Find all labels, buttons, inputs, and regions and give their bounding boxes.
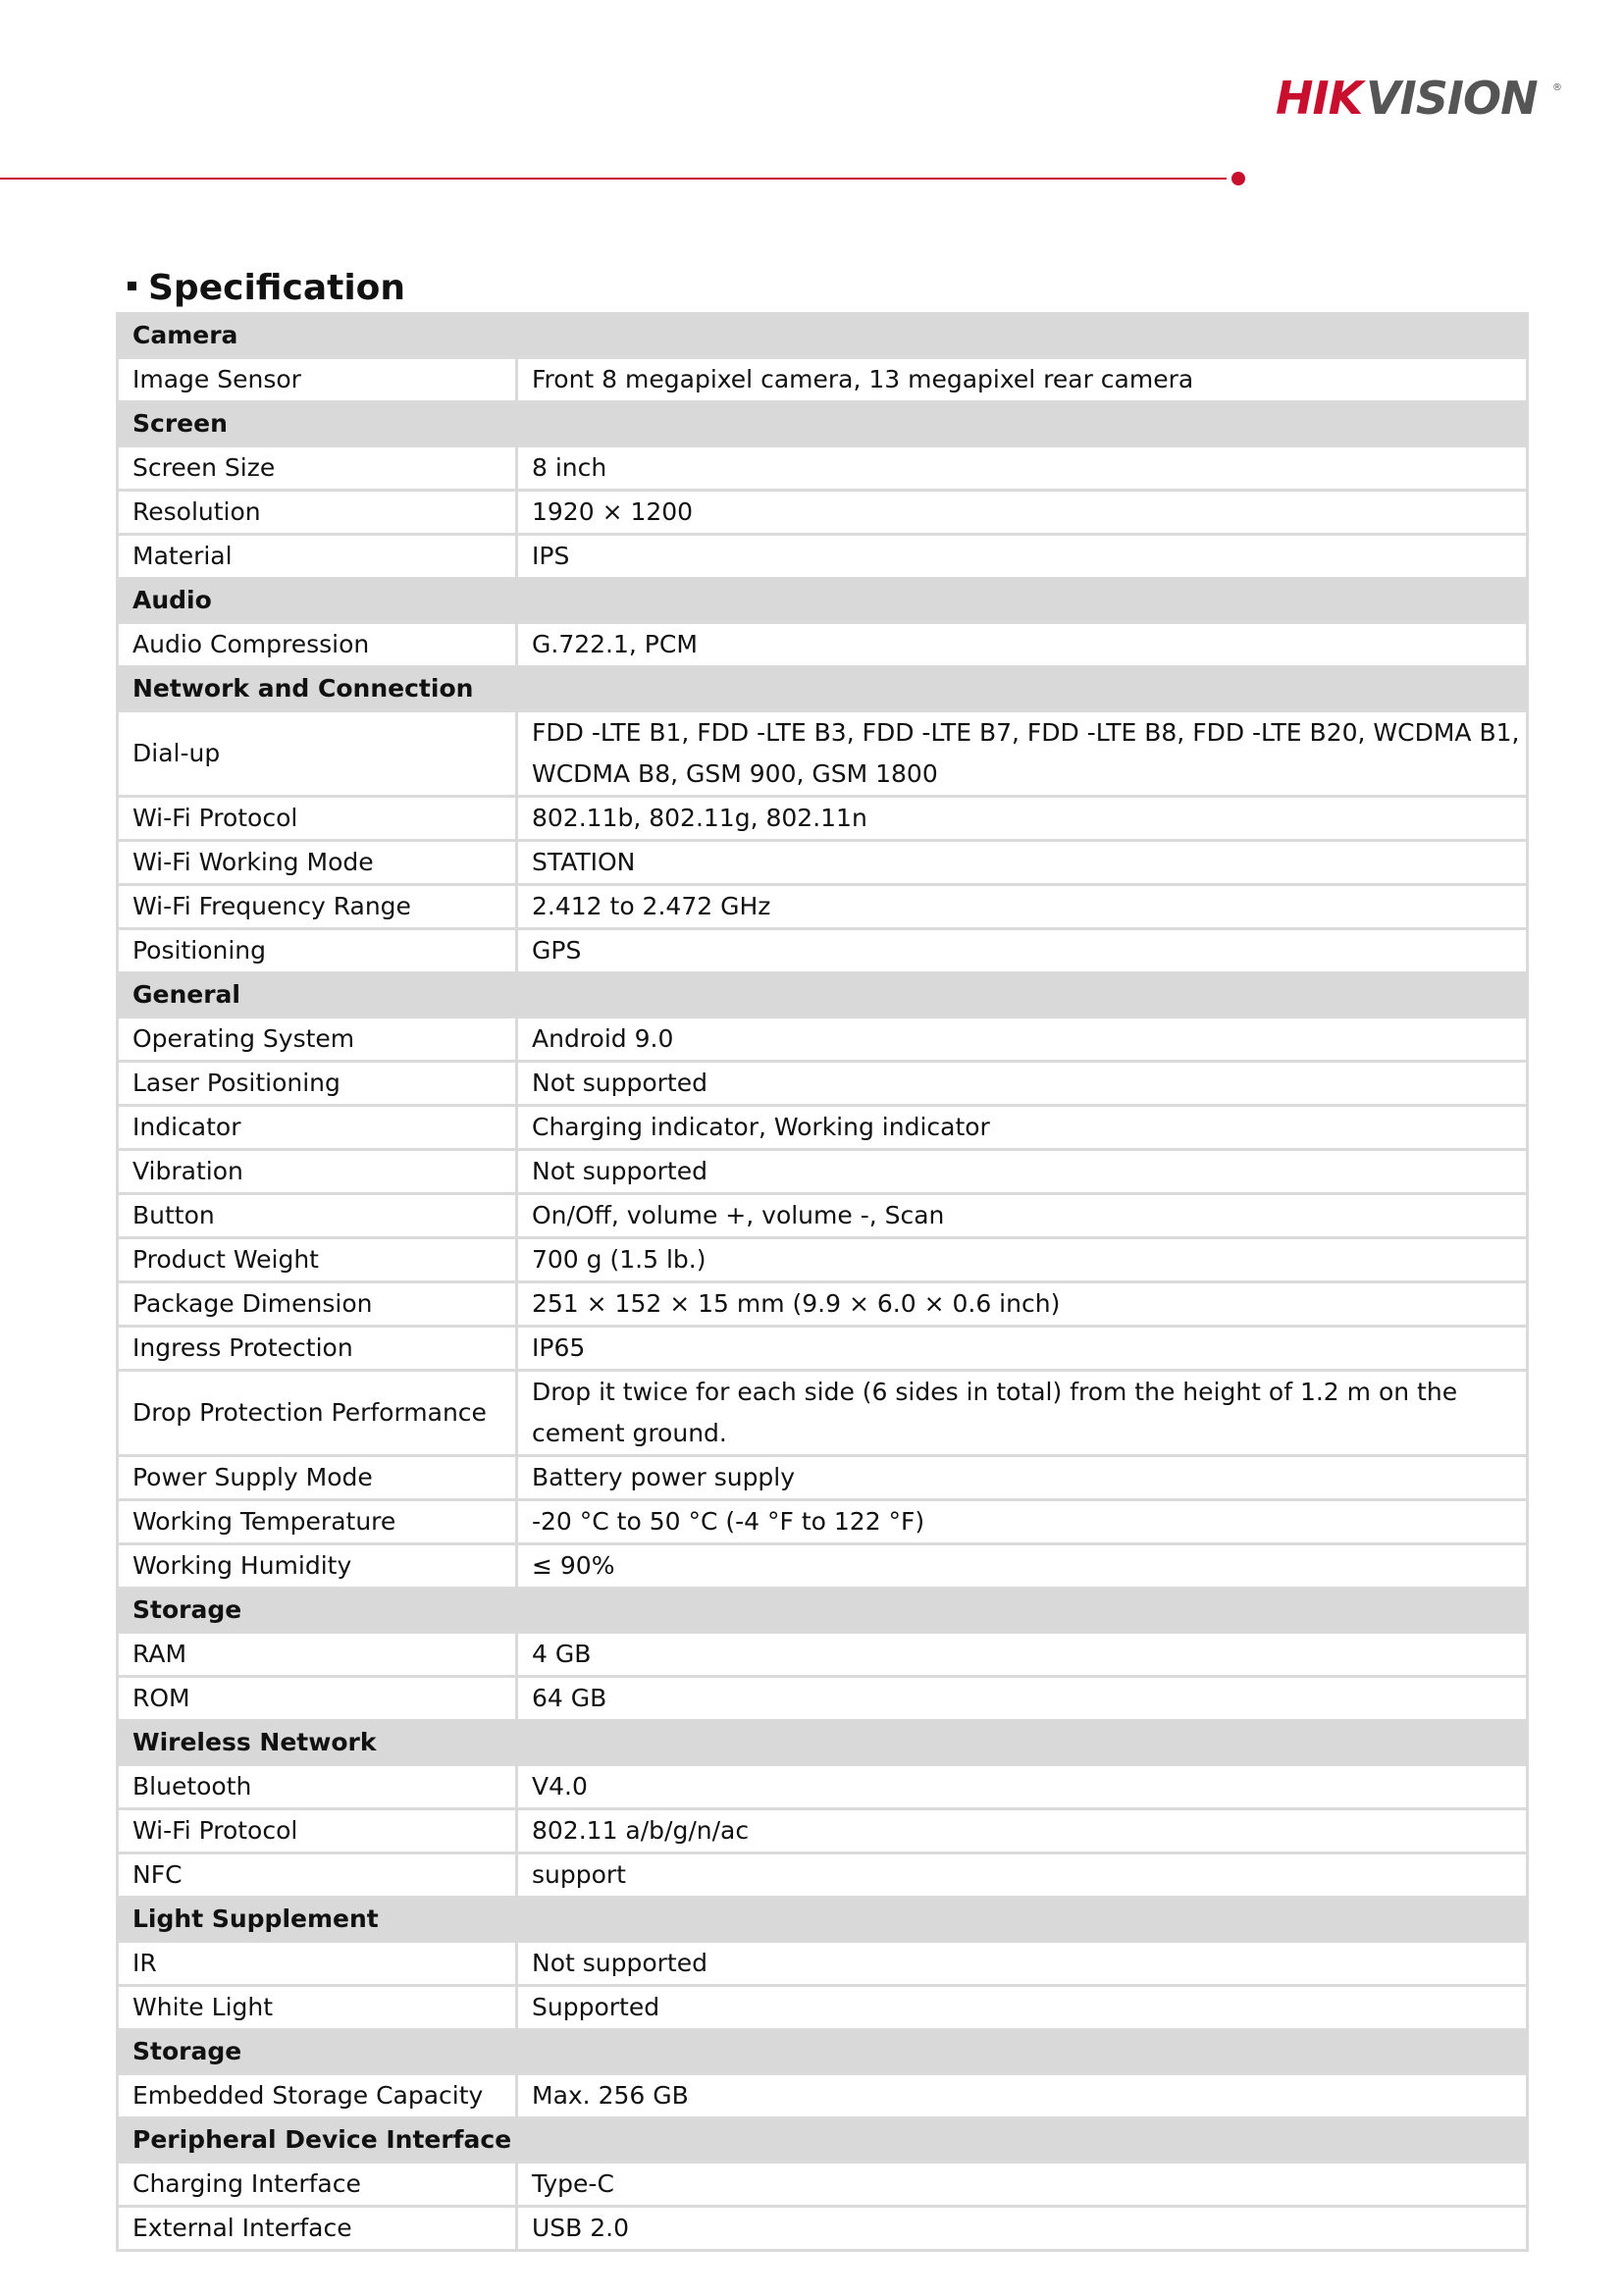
spec-row: [118, 1371, 1528, 1456]
spec-value: 64 GB: [517, 1677, 1528, 1721]
page-heading: [128, 265, 405, 312]
spec-value: USB 2.0: [517, 2207, 1528, 2251]
spec-value: -20 °C to 50 °C (-4 °F to 122 °F): [517, 1500, 1528, 1544]
spec-row: [118, 1282, 1528, 1327]
spec-row: [118, 1327, 1528, 1371]
section-title: Wireless Network: [118, 1721, 1528, 1765]
section-row: [118, 2030, 1528, 2074]
spec-row: [118, 2163, 1528, 2207]
spec-value: Type-C: [517, 2163, 1528, 2207]
spec-label: Audio Compression: [118, 623, 517, 667]
spec-label: Material: [118, 535, 517, 579]
spec-row: [118, 1633, 1528, 1677]
spec-label: Wi-Fi Frequency Range: [118, 885, 517, 929]
spec-value: 8 inch: [517, 446, 1528, 491]
section-row: [118, 1721, 1528, 1765]
spec-label: Wi-Fi Protocol: [118, 1809, 517, 1853]
specification-table-body: [118, 314, 1528, 2251]
header-rule-dot: [1231, 172, 1245, 185]
section-title: General: [118, 973, 1528, 1018]
spec-value: 700 g (1.5 lb.): [517, 1238, 1528, 1282]
section-title: Storage: [118, 1589, 1528, 1633]
spec-value: On/Off, volume +, volume -, Scan: [517, 1194, 1528, 1238]
spec-row: [118, 1150, 1528, 1194]
spec-row: [118, 1853, 1528, 1898]
spec-value: Front 8 megapixel camera, 13 megapixel rear camera: [517, 358, 1528, 402]
section-row: [118, 402, 1528, 446]
spec-row: [118, 885, 1528, 929]
spec-row: [118, 446, 1528, 491]
spec-label: Drop Protection Performance: [118, 1371, 517, 1456]
spec-value: ≤ 90%: [517, 1544, 1528, 1589]
section-title: Camera: [118, 314, 1528, 358]
spec-row: [118, 2074, 1528, 2118]
spec-row: [118, 841, 1528, 885]
section-row: [118, 579, 1528, 623]
spec-label: Working Humidity: [118, 1544, 517, 1589]
hikvision-logo: [1276, 69, 1570, 128]
spec-value: 802.11b, 802.11g, 802.11n: [517, 797, 1528, 841]
svg-text:VISION: VISION: [1366, 72, 1538, 125]
spec-value: 802.11 a/b/g/n/ac: [517, 1809, 1528, 1853]
section-row: [118, 1898, 1528, 1942]
spec-value: 1920 × 1200: [517, 491, 1528, 535]
spec-label: Positioning: [118, 929, 517, 973]
spec-label: Wi-Fi Working Mode: [118, 841, 517, 885]
spec-row: [118, 797, 1528, 841]
spec-row: [118, 358, 1528, 402]
section-title: Network and Connection: [118, 667, 1528, 711]
section-title: Screen: [118, 402, 1528, 446]
spec-value: V4.0: [517, 1765, 1528, 1809]
spec-row: [118, 1986, 1528, 2030]
spec-label: Package Dimension: [118, 1282, 517, 1327]
spec-row: [118, 1062, 1528, 1106]
spec-row: [118, 711, 1528, 797]
spec-row: [118, 1677, 1528, 1721]
spec-value: FDD -LTE B1, FDD -LTE B3, FDD -LTE B7, FDD -LTE B8, FDD -LTE B20, WCDMA B1, WCDMA B8, GSM 900, GSM 1800: [517, 711, 1528, 797]
spec-row: [118, 491, 1528, 535]
spec-value: 4 GB: [517, 1633, 1528, 1677]
spec-row: [118, 1456, 1528, 1500]
spec-label: Product Weight: [118, 1238, 517, 1282]
specification-table: [116, 312, 1529, 2252]
spec-label: Screen Size: [118, 446, 517, 491]
spec-label: Wi-Fi Protocol: [118, 797, 517, 841]
spec-label: IR: [118, 1942, 517, 1986]
spec-label: Bluetooth: [118, 1765, 517, 1809]
spec-label: NFC: [118, 1853, 517, 1898]
heading-text: Specification: [148, 268, 406, 308]
spec-row: [118, 1500, 1528, 1544]
header-rule: [0, 178, 1227, 180]
svg-text:HIK: HIK: [1276, 72, 1363, 125]
spec-label: Indicator: [118, 1106, 517, 1150]
spec-label: ROM: [118, 1677, 517, 1721]
spec-value: 2.412 to 2.472 GHz: [517, 885, 1528, 929]
spec-row: [118, 535, 1528, 579]
spec-label: Button: [118, 1194, 517, 1238]
spec-row: [118, 2207, 1528, 2251]
spec-label: Image Sensor: [118, 358, 517, 402]
section-row: [118, 314, 1528, 358]
spec-value: 251 × 152 × 15 mm (9.9 × 6.0 × 0.6 inch): [517, 1282, 1528, 1327]
spec-value: IPS: [517, 535, 1528, 579]
spec-label: White Light: [118, 1986, 517, 2030]
section-row: [118, 667, 1528, 711]
spec-value: IP65: [517, 1327, 1528, 1371]
section-title: Light Supplement: [118, 1898, 1528, 1942]
spec-label: Ingress Protection: [118, 1327, 517, 1371]
spec-row: [118, 1544, 1528, 1589]
spec-row: [118, 1194, 1528, 1238]
spec-row: [118, 1238, 1528, 1282]
spec-value: Max. 256 GB: [517, 2074, 1528, 2118]
svg-text:®: ®: [1552, 82, 1562, 93]
spec-value: Battery power supply: [517, 1456, 1528, 1500]
spec-row: [118, 1942, 1528, 1986]
section-title: Storage: [118, 2030, 1528, 2074]
spec-label: Operating System: [118, 1018, 517, 1062]
spec-row: [118, 1809, 1528, 1853]
spec-value: GPS: [517, 929, 1528, 973]
spec-label: RAM: [118, 1633, 517, 1677]
spec-row: [118, 929, 1528, 973]
spec-value: Not supported: [517, 1150, 1528, 1194]
spec-label: Resolution: [118, 491, 517, 535]
spec-label: Embedded Storage Capacity: [118, 2074, 517, 2118]
spec-label: Laser Positioning: [118, 1062, 517, 1106]
spec-value: Supported: [517, 1986, 1528, 2030]
section-title: Peripheral Device Interface: [118, 2118, 1528, 2163]
heading-bullet: [128, 282, 136, 290]
spec-row: [118, 1765, 1528, 1809]
spec-row: [118, 1106, 1528, 1150]
section-row: [118, 973, 1528, 1018]
section-title: Audio: [118, 579, 1528, 623]
spec-label: Dial-up: [118, 711, 517, 797]
section-row: [118, 1589, 1528, 1633]
spec-value: support: [517, 1853, 1528, 1898]
spec-label: External Interface: [118, 2207, 517, 2251]
spec-value: Not supported: [517, 1062, 1528, 1106]
spec-label: Power Supply Mode: [118, 1456, 517, 1500]
spec-label: Working Temperature: [118, 1500, 517, 1544]
spec-label: Vibration: [118, 1150, 517, 1194]
spec-value: Drop it twice for each side (6 sides in total) from the height of 1.2 m on the cement ground.: [517, 1371, 1528, 1456]
spec-value: G.722.1, PCM: [517, 623, 1528, 667]
spec-row: [118, 1018, 1528, 1062]
spec-label: Charging Interface: [118, 2163, 517, 2207]
spec-value: Android 9.0: [517, 1018, 1528, 1062]
section-row: [118, 2118, 1528, 2163]
spec-row: [118, 623, 1528, 667]
spec-value: STATION: [517, 841, 1528, 885]
spec-value: Charging indicator, Working indicator: [517, 1106, 1528, 1150]
spec-value: Not supported: [517, 1942, 1528, 1986]
